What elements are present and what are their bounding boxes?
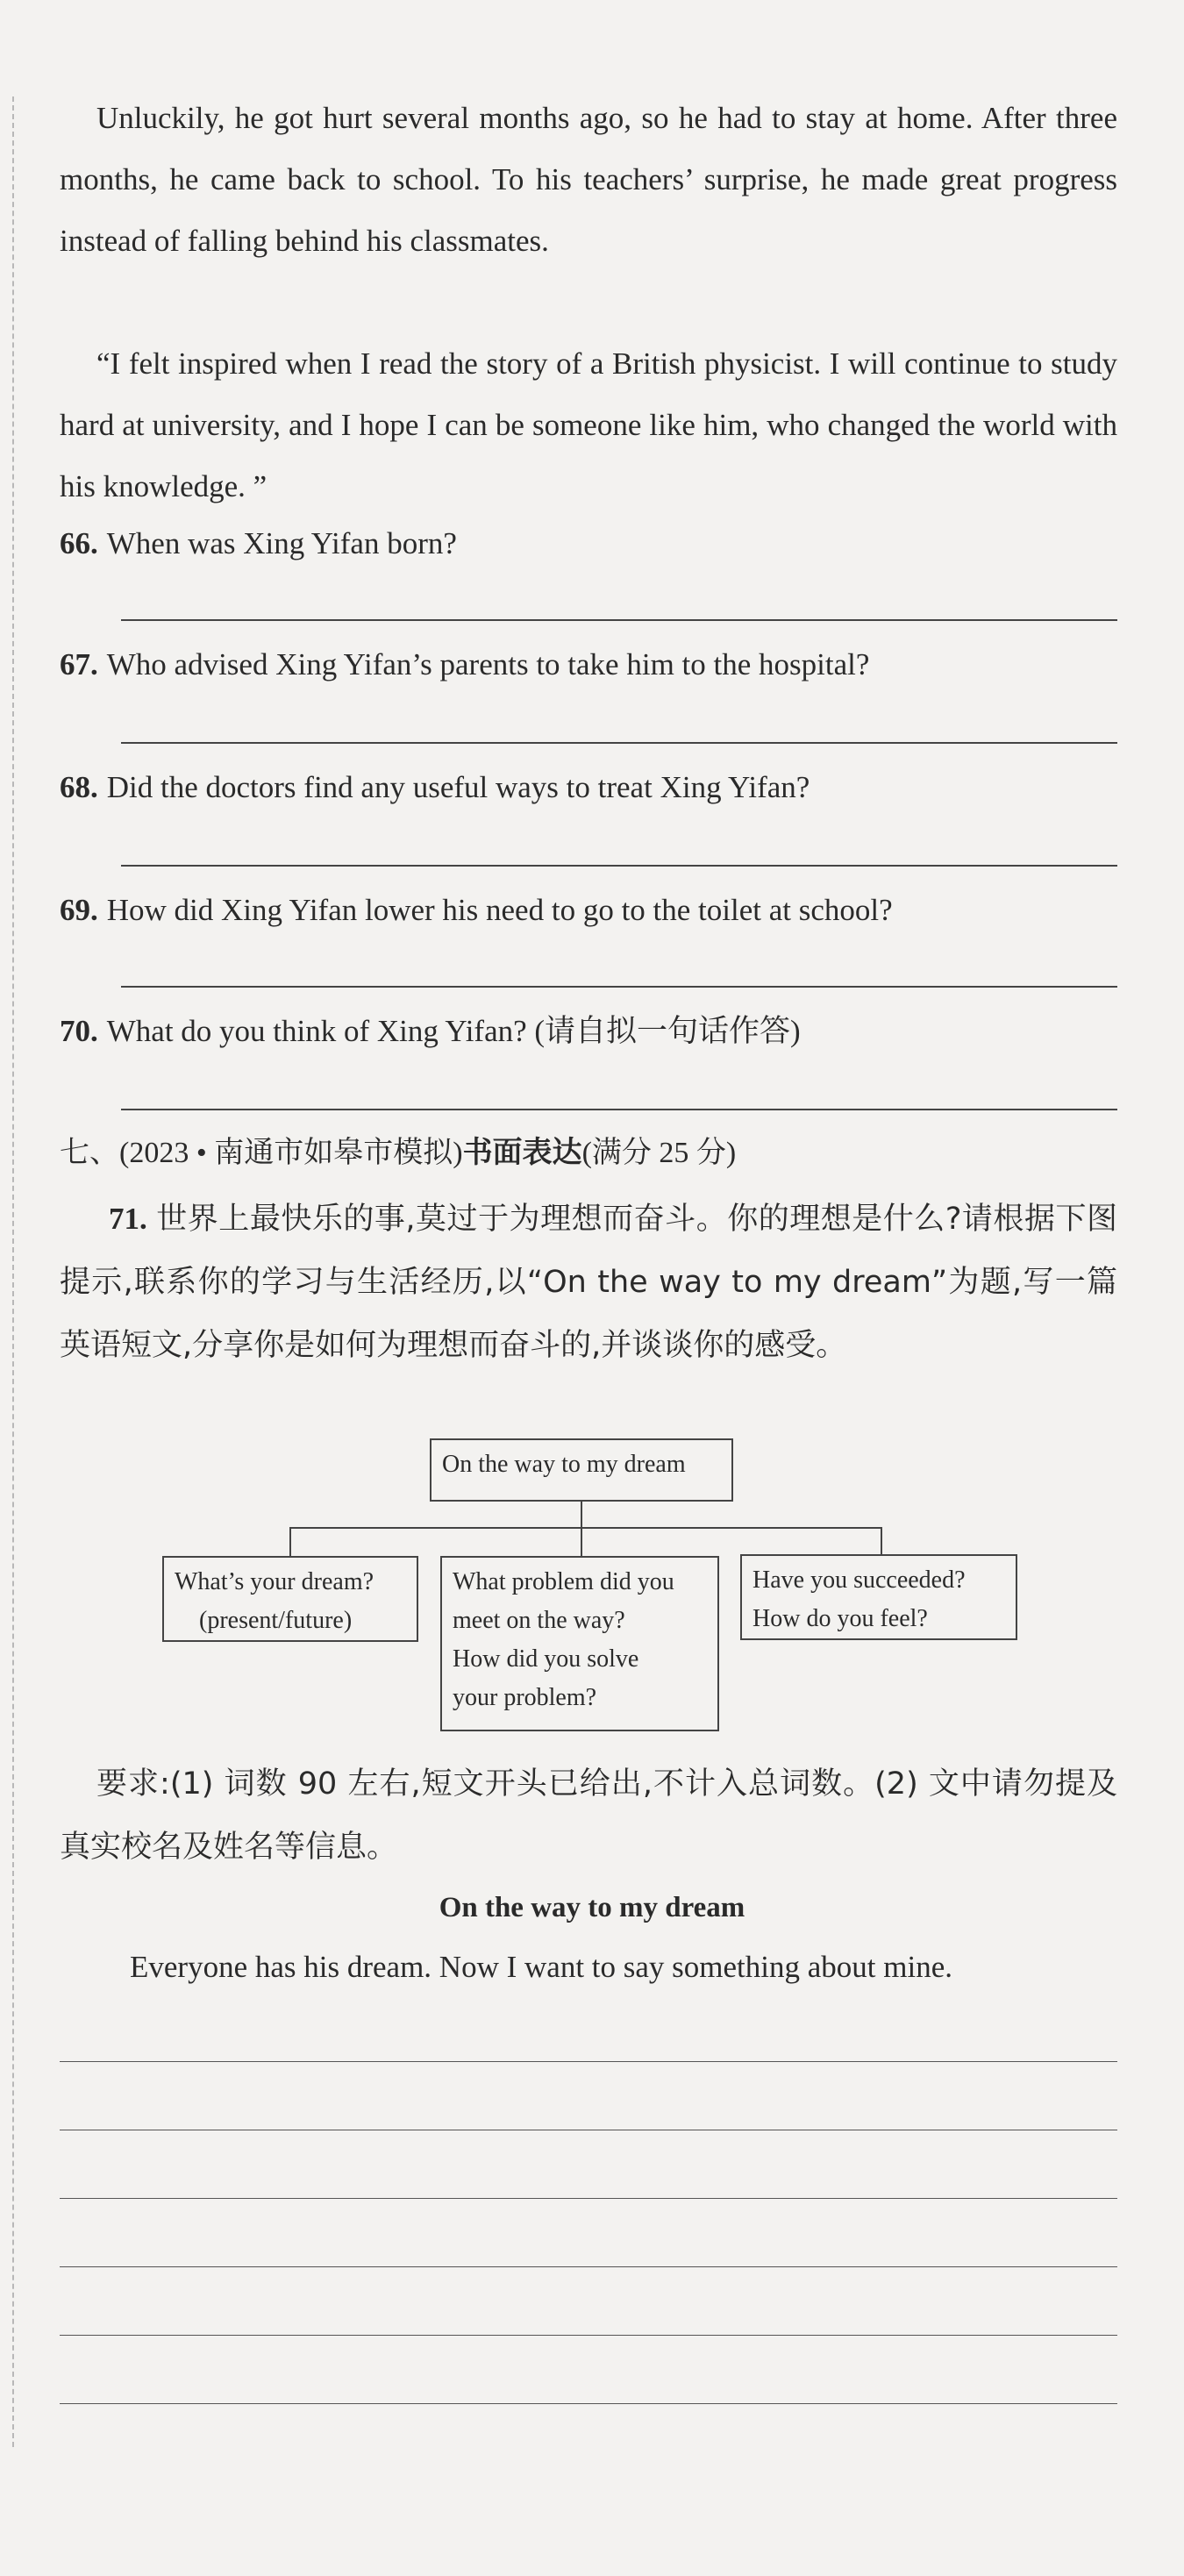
writing-line[interactable] [60,2335,1117,2336]
writing-task [60,1188,1117,1377]
task-text: 世界上最快乐的事,莫过于为理想而奋斗。你的理想是什么?请根据下图提示,联系你的学习与生活经历,以“On the way to my dream”为题,写一篇英语短文,分享你是如何为理想而奋斗的,并谈谈你的感受。 [60,1202,1117,1363]
question-text: Did the doctors find any useful ways to treat Xing Yifan? [106,770,810,804]
binding-margin-line [12,96,14,2447]
question-69 [60,888,1117,932]
question-text: Who advised Xing Yifan’s parents to take him to the hospital? [106,647,870,681]
section-heading [60,1131,1117,1175]
diagram-middle-line-1: What problem did you [453,1568,674,1595]
passage-paragraph-1: Unluckily, he got hurt several months ago, so he had to stay at home. After three months, he came back to school. To his teachers’ surprise, he made great progress instead of falling behind his classmates. [60,101,1117,258]
answer-line-70[interactable] [121,1109,1117,1110]
diagram-middle-line-4: your problem? [453,1684,597,1711]
diagram-connector-horizontal [289,1527,881,1529]
question-66 [60,522,1117,566]
diagram-middle-line-3: How did you solve [453,1645,639,1673]
diagram-left-box [162,1556,418,1642]
writing-line[interactable] [60,2198,1117,2199]
passage-paragraph-2: “I felt inspired when I read the story of a British physicist. I will continue to study hard at university, and I hope I can be someone like him, who changed the world with his knowledge. ” [60,346,1117,503]
question-text: How did Xing Yifan lower his need to go to the toilet at school? [106,893,893,927]
answer-line-69[interactable] [121,986,1117,988]
diagram-middle-line-2: meet on the way? [453,1607,625,1634]
diagram-right-box [740,1554,1017,1640]
diagram-root-text: On the way to my dream [442,1451,686,1478]
section-score: (满分 25 分) [581,1137,737,1169]
diagram-right-line-2: How do you feel? [752,1605,928,1632]
answer-line-67[interactable] [121,742,1117,744]
diagram-left-line-1: What’s your dream? [175,1568,374,1595]
diagram-left-line-2: (present/future) [199,1607,353,1634]
question-68 [60,766,1117,810]
question-number: 68. [60,770,98,804]
essay-opening-sentence: Everyone has his dream. Now I want to say something about mine. [130,1950,952,1984]
diagram-right-line-1: Have you succeeded? [752,1566,966,1594]
diagram-connector-middle [581,1527,582,1556]
question-67 [60,643,1117,687]
section-title: 书面表达 [462,1137,582,1169]
question-number: 69. [60,893,98,927]
question-70 [60,1010,1117,1053]
diagram-connector-vertical [581,1502,582,1528]
question-text: When was Xing Yifan born? [106,526,457,560]
question-number: 70. [60,1014,98,1048]
question-number: 66. [60,526,98,560]
diagram-connector-right [881,1527,882,1556]
answer-line-68[interactable] [121,865,1117,867]
diagram-middle-box [440,1556,719,1731]
diagram-root-box [430,1438,733,1502]
section-prefix: 七、(2023 • 南通市如皋市模拟) [60,1137,463,1169]
writing-line[interactable] [60,2061,1117,2062]
answer-line-66[interactable] [121,619,1117,621]
question-text: What do you think of Xing Yifan? (请自拟一句话作答) [106,1014,801,1048]
diagram-connector-left [289,1527,291,1556]
requirements-text: 要求:(1) 词数 90 左右,短文开头已给出,不计入总词数。(2) 文中请勿提及真实校名及姓名等信息。 [60,1766,1117,1865]
writing-line[interactable] [60,2403,1117,2404]
question-number: 67. [60,647,98,681]
essay-title: On the way to my dream [439,1892,745,1923]
writing-line[interactable] [60,2266,1117,2267]
task-number: 71. [109,1202,147,1236]
